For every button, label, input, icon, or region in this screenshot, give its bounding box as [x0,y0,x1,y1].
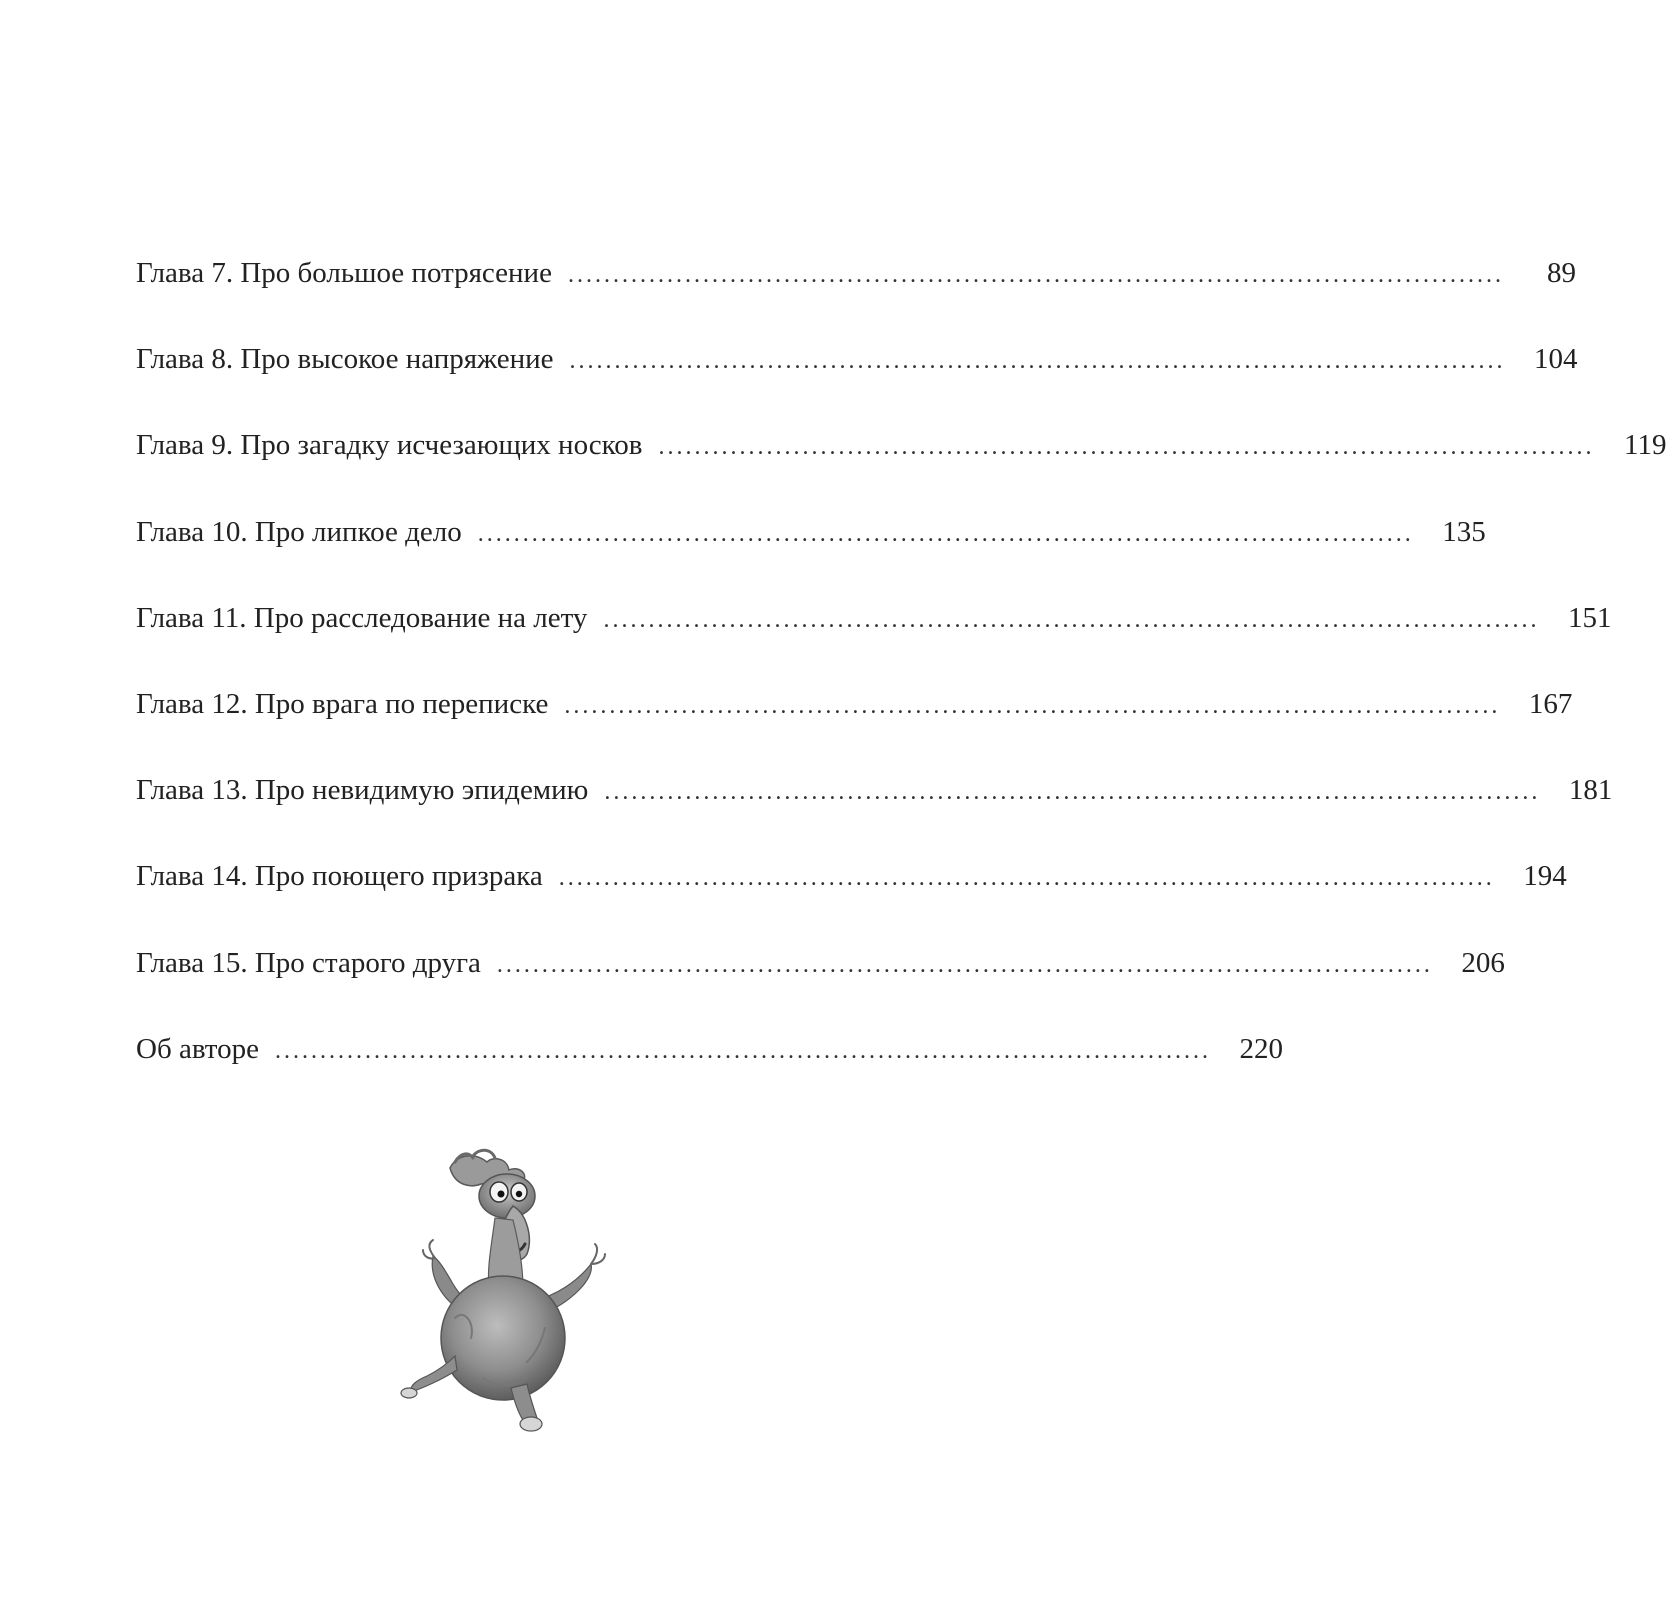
toc-entry-title: Глава 14. Про поющего призрака [136,860,543,893]
toc-entry-title: Глава 11. Про расследование на лету [136,601,588,634]
toc-entry[interactable] [136,760,1613,846]
toc-entry-page: 104 [1534,343,1578,376]
toc-entry-page: 220 [1239,1032,1283,1065]
toc-entry-title: Глава 10. Про липкое дело [136,515,462,548]
llama-character-icon [395,1148,625,1438]
toc-leader-dots: ........................................................................................................ [558,865,1495,892]
toc-entry[interactable] [136,243,1576,329]
toc-leader-dots: ........................................................................................................ [569,348,1506,375]
toc-entry-page: 119 [1624,429,1666,462]
toc-entry[interactable] [136,674,1573,760]
toc-entry-title: Глава 13. Про невидимую эпидемию [136,774,589,807]
toc-entry[interactable] [136,329,1578,415]
toc-leader-dots: ........................................................................................................ [564,692,1501,719]
toc-leader-dots: ........................................................................................................ [603,606,1540,633]
toc-entry[interactable] [136,502,1486,588]
toc-leader-dots: ........................................................................................................ [658,434,1595,461]
toc-leader-dots: ........................................................................................................ [274,1037,1211,1064]
toc-entry[interactable] [136,846,1567,932]
toc-entry[interactable] [136,1019,1283,1105]
toc-entry-page: 151 [1567,601,1612,634]
toc-entry-title: Глава 12. Про врага по переписке [136,687,549,720]
toc-entry-page: 194 [1523,860,1567,893]
toc-leader-dots: ........................................................................................................ [477,520,1414,547]
toc-entry-page: 135 [1442,515,1486,548]
toc-leader-dots: ........................................................................................................ [567,262,1504,288]
toc-entry-title: Глава 15. Про старого друга [136,946,481,979]
toc-entry-page: 181 [1568,774,1613,807]
toc-entry[interactable] [136,415,1666,501]
toc-leader-dots: ........................................................................................................ [604,779,1541,806]
toc-entry-title: Глава 9. Про загадку исчезающих носков [136,429,643,462]
toc-entry-title: Об авторе [136,1032,259,1065]
toc-entry-title: Глава 7. Про большое потрясение [136,257,552,289]
toc-entry-page: 167 [1528,687,1573,720]
toc-entry-page: 89 [1546,257,1576,289]
toc-leader-dots: ........................................................................................................ [496,951,1433,978]
table-of-contents [136,243,1666,1105]
toc-entry[interactable] [136,588,1612,674]
toc-entry-page: 206 [1461,946,1505,979]
toc-entry-title: Глава 8. Про высокое напряжение [136,343,554,376]
toc-entry[interactable] [136,933,1505,1019]
